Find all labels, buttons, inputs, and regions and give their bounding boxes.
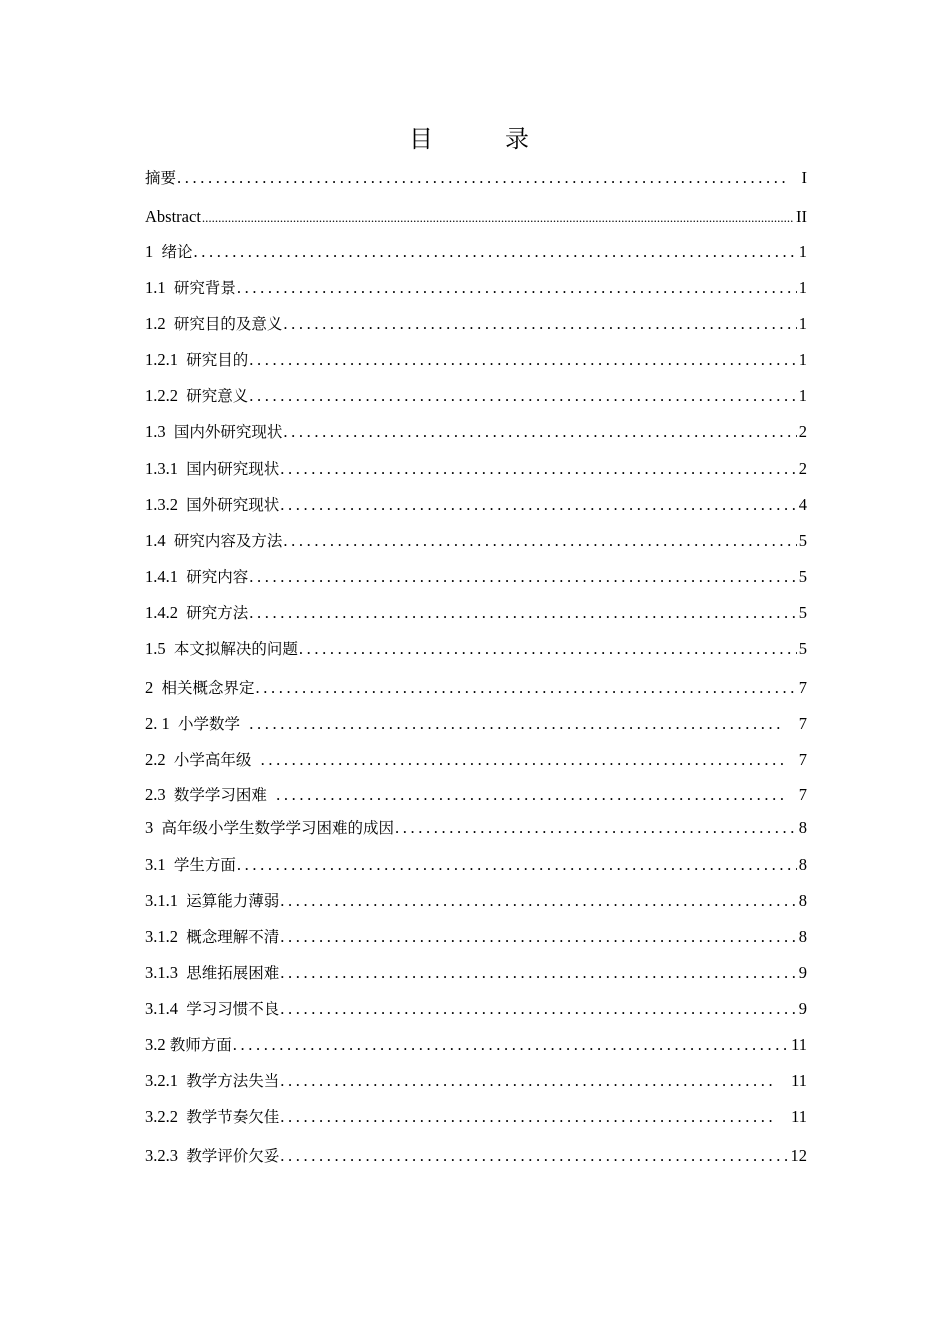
toc-entry-1-3-2[interactable]	[145, 493, 807, 517]
toc-leader-dots	[236, 276, 797, 300]
toc-entry-page: 1	[798, 350, 807, 369]
toc-entry-number: 3.2.1	[145, 1071, 178, 1090]
toc-entry-number: 1.2.2	[145, 386, 178, 405]
toc-entry-1-4[interactable]	[145, 529, 807, 553]
toc-entry-abstract-en[interactable]	[145, 205, 807, 229]
toc-entry-page: 2	[798, 459, 807, 478]
toc-leader-dots	[275, 783, 785, 807]
toc-entry-label: 教学节奏欠佳	[186, 1108, 280, 1126]
toc-entry-3-2-1[interactable]	[145, 1069, 807, 1093]
toc-entry-label: 研究方法	[186, 604, 249, 622]
toc-entry-number: 3	[145, 818, 154, 837]
toc-entry-label: 教师方面	[169, 1036, 232, 1054]
toc-entry-label: 摘要	[145, 169, 177, 187]
toc-entry-page: 8	[798, 891, 807, 910]
toc-entry-label: 运算能力薄弱	[186, 892, 280, 910]
toc-entry-page: 2	[798, 422, 807, 441]
toc-leader-dots	[282, 420, 796, 444]
toc-entry-label: 本文拟解决的问题	[173, 640, 298, 658]
toc-leader-dots	[248, 601, 796, 625]
toc-entry-1-3-1[interactable]	[145, 457, 807, 481]
toc-leader-dots	[279, 961, 796, 985]
toc-entry-1[interactable]	[145, 240, 807, 264]
toc-entry-number: 2. 1	[145, 714, 170, 733]
toc-entry-3-2-3[interactable]	[145, 1144, 807, 1168]
toc-entry-label: 研究背景	[173, 279, 236, 297]
toc-leader-dots	[236, 853, 797, 877]
toc-entry-1-5[interactable]	[145, 637, 807, 661]
toc-entry-number: 3.2.2	[145, 1107, 178, 1126]
toc-entry-page: 5	[798, 603, 807, 622]
toc-entry-number: 3.1.2	[145, 927, 178, 946]
toc-entry-label: 研究目的及意义	[173, 315, 283, 333]
toc-entry-label: 研究意义	[186, 387, 249, 405]
toc-entry-page: II	[796, 207, 807, 226]
toc-leader-dots	[279, 457, 796, 481]
toc-entry-1-2-2[interactable]	[145, 384, 807, 408]
toc-entry-label: 研究内容及方法	[173, 532, 283, 550]
toc-leader-dots	[279, 1069, 777, 1093]
toc-entry-number: 1.3.1	[145, 459, 178, 478]
toc-entry-1-1[interactable]	[145, 276, 807, 300]
toc-entry-label: 研究内容	[186, 568, 249, 586]
toc-leader-dots	[279, 889, 796, 913]
toc-entry-page: 1	[798, 278, 807, 297]
toc-entry-page: 8	[798, 855, 807, 874]
toc-entry-number: 3.1.4	[145, 999, 178, 1018]
toc-entry-label: 思维拓展困难	[186, 964, 280, 982]
toc-entry-page: 1	[798, 314, 807, 333]
toc-leader-dots	[260, 748, 785, 772]
toc-entry-number: 1	[145, 242, 154, 261]
toc-leader-dots	[193, 240, 797, 264]
toc-leader-dots	[248, 384, 796, 408]
toc-leader-dots	[279, 997, 796, 1021]
toc-entry-number: 3.2.3	[145, 1146, 178, 1165]
toc-entry-1-4-2[interactable]	[145, 601, 807, 625]
toc-leader-dots	[394, 816, 797, 840]
toc-entry-page: 7	[798, 714, 807, 733]
toc-entry-3-1-2[interactable]	[145, 925, 807, 949]
toc-entry-1-2[interactable]	[145, 312, 807, 336]
toc-entry-page: 5	[798, 639, 807, 658]
toc-entry-1-4-1[interactable]	[145, 565, 807, 589]
toc-entry-number: 1.3.2	[145, 495, 178, 514]
toc-leader-dots	[176, 166, 787, 190]
toc-entry-abstract-cn[interactable]	[145, 166, 807, 190]
toc-entry-number: 1.3	[145, 422, 166, 441]
toc-entry-page: 7	[798, 678, 807, 697]
toc-entry-number: 1.4.2	[145, 603, 178, 622]
toc-entry-number: 2.2	[145, 750, 166, 769]
toc-entry-label: 学生方面	[173, 856, 236, 874]
toc-entry-page: 11	[791, 1071, 807, 1090]
toc-leader-dots	[248, 565, 796, 589]
toc-title: 目 录	[409, 125, 553, 153]
toc-leader-dots	[279, 493, 796, 517]
toc-entry-page: 5	[798, 531, 807, 550]
toc-entry-1-3[interactable]	[145, 420, 807, 444]
toc-entry-label: 国外研究现状	[186, 496, 280, 514]
toc-entry-number: 2	[145, 678, 154, 697]
toc-entry-3-2-2[interactable]	[145, 1105, 807, 1129]
toc-entry-label: 学习习惯不良	[186, 1000, 280, 1018]
toc-entry-page: 7	[798, 750, 807, 769]
toc-leader-dots	[255, 676, 797, 700]
toc-entry-2[interactable]	[145, 676, 807, 700]
toc-entry-number: 3.1.3	[145, 963, 178, 982]
toc-entry-number: 1.2	[145, 314, 166, 333]
toc-leader-dots	[282, 529, 796, 553]
toc-leader-dots	[248, 348, 796, 372]
toc-entry-number: 1.4	[145, 531, 166, 550]
toc-leader-dots	[279, 1105, 777, 1129]
toc-entry-number: 1.5	[145, 639, 166, 658]
toc-entry-label: 小学高年级	[173, 751, 252, 769]
toc-entry-number: 3.1.1	[145, 891, 178, 910]
toc-leader-dots	[298, 637, 797, 661]
toc-entry-label: 教学评价欠妥	[186, 1147, 280, 1165]
toc-entry-page: 9	[798, 963, 807, 982]
toc-entry-number: 3.2	[145, 1035, 166, 1054]
toc-entry-page: 4	[798, 495, 807, 514]
toc-entry-label: 数学学习困难	[173, 786, 267, 804]
toc-entry-page: I	[801, 168, 807, 187]
toc-entry-label: 国内研究现状	[186, 460, 280, 478]
toc-entry-3-1-4[interactable]	[145, 997, 807, 1021]
toc-entry-2-2[interactable]	[145, 748, 807, 772]
toc-entry-number: 1.2.1	[145, 350, 178, 369]
toc-entry-number: 3.1	[145, 855, 166, 874]
toc-leader-dots	[248, 712, 784, 736]
toc-entry-label: 教学方法失当	[186, 1072, 280, 1090]
toc-entry-number: 2.3	[145, 785, 166, 804]
toc-entry-page: 5	[798, 567, 807, 586]
toc-entry-page: 1	[798, 386, 807, 405]
toc-entry-label: 高年级小学生数学学习困难的成因	[161, 819, 395, 837]
toc-entry-page: 11	[791, 1035, 807, 1054]
toc-entry-2-1[interactable]	[145, 712, 807, 736]
toc-entry-label: 国内外研究现状	[173, 423, 283, 441]
toc-entry-label: 研究目的	[186, 351, 249, 369]
toc-leader-dots	[279, 1144, 788, 1168]
toc-entry-page: 12	[790, 1146, 807, 1165]
toc-entry-label: 绪论	[161, 243, 193, 261]
toc-leader-dots	[279, 925, 796, 949]
toc-leader-dots	[201, 205, 794, 230]
toc-leader-dots	[282, 312, 796, 336]
toc-entry-1-2-1[interactable]	[145, 348, 807, 372]
toc-entry-3-1-3[interactable]	[145, 961, 807, 985]
toc-entry-3-1[interactable]	[145, 853, 807, 877]
toc-entry-label: 概念理解不清	[186, 928, 280, 946]
toc-entry-page: 8	[798, 927, 807, 946]
toc-entry-2-3[interactable]	[145, 783, 807, 807]
toc-entry-number: 1.4.1	[145, 567, 178, 586]
toc-leader-dots	[232, 1033, 789, 1057]
toc-entry-label: 小学数学	[178, 715, 241, 733]
toc-entry-label: Abstract	[145, 207, 201, 226]
toc-entry-3-1-1[interactable]	[145, 889, 807, 913]
toc-entry-page: 1	[798, 242, 807, 261]
toc-entry-page: 8	[798, 818, 807, 837]
toc-entry-page: 7	[798, 785, 807, 804]
toc-entry-page: 9	[798, 999, 807, 1018]
toc-entry-page: 11	[791, 1107, 807, 1126]
toc-entry-3-2[interactable]	[145, 1033, 807, 1057]
toc-entry-label: 相关概念界定	[161, 679, 255, 697]
toc-entry-3[interactable]	[145, 816, 807, 840]
toc-entry-number: 1.1	[145, 278, 166, 297]
